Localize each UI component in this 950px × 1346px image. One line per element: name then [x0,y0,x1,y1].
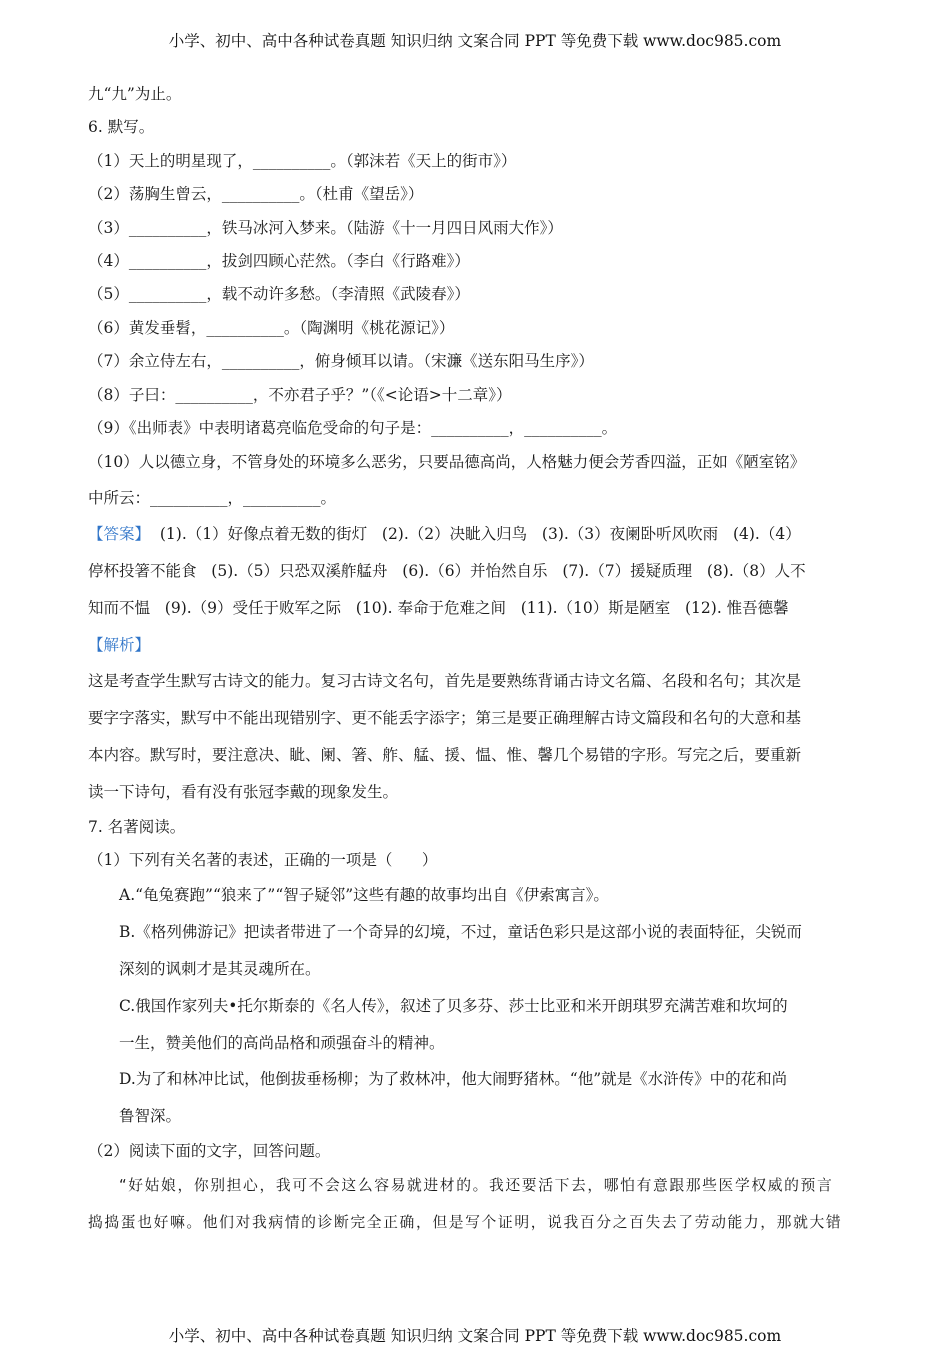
analysis-tag [88,627,864,664]
option-d: D.为了和林冲比试，他倒拔垂杨柳；为了救林冲，他大闹野猪林。“他”就是《水浒传》中的花和尚 [119,1070,788,1089]
question-6-title: 6. 默写。 [88,118,155,137]
option-a: A.“龟兔赛跑”“狼来了”“智子疑邻”这些有趣的故事均出自《伊索寓言》。 [119,886,609,905]
question-6-item-6: （6）黄发垂髫，__________。（陶渊明《桃花源记》） [88,318,455,337]
analysis-line: 这是考查学生默写古诗文的能力。复习古诗文名句，首先是要熟练背诵古诗文名篇、名段和名句；其次是 [88,672,802,691]
question-6-item-2: （2）荡胸生曾云，__________。（杜甫《望岳》） [88,185,424,204]
option-d-cont: 鲁智深。 [119,1107,182,1126]
document-body [88,78,864,1242]
question-6-item-1: （1）天上的明星现了，__________。（郭沫若《天上的街市》） [88,151,517,170]
question-6-item-5: （5）__________，载不动许多愁。（李清照《武陵春》） [88,285,470,304]
answer-text: (1).（1）好像点着无数的街灯 (2).（2）决眦入归鸟 (3).（3）夜阑卧听风吹雨 (4).（4） [150,525,801,544]
question-7-part-1: （1）下列有关名著的表述，正确的一项是（ ） [88,851,438,870]
question-7-part-2: （2）阅读下面的文字，回答问题。 [88,1142,331,1161]
analysis-tag-label: 【解析】 [88,635,151,654]
answer-line [88,516,864,553]
analysis-line: 读一下诗句，看有没有张冠李戴的现象发生。 [88,782,399,801]
question-6-item-3: （3）__________，铁马冰河入梦来。（陆游《十一月四日风雨大作》） [88,218,563,237]
option-c: C.俄国作家列夫•托尔斯泰的《名人传》，叙述了贝多芬、莎士比亚和米开朗琪罗充满苦难和坎坷的 [119,996,788,1015]
analysis-line: 本内容。默写时，要注意决、眦、阑、箸、舴、艋、援、愠、惟、馨几个易错的字形。写完之后，要重新 [88,746,802,765]
question-7-title: 7. 名著阅读。 [88,817,186,836]
reading-passage-line: “好姑娘，你别担心，我可不会这么容易就进材的。我还要活下去，哪怕有意跟那些医学权威的预言 [119,1177,834,1195]
answer-line: 知而不愠 (9).（9）受任于败军之际 (10). 奉命于危难之间 (11).（10）斯是陋室 (12). 惟吾德馨 [88,598,789,617]
question-6-item-9: （9）《出师表》中表明诸葛亮临危受命的句子是：__________，__________。 [88,418,618,437]
question-6-item-10-cont: 中所云：__________，__________。 [88,488,337,507]
question-6-item-10: （10）人以德立身，不管身处的环境多么恶劣，只要品德高尚，人格魅力便会芳香四溢，正如《陋室铭》 [88,453,806,472]
question-6-item-8: （8）子曰：__________，不亦君子乎？”（《<论语>十二章》） [88,385,512,404]
question-6-item-7: （7）余立侍左右，__________，俯身倾耳以请。（宋濂《送东阳马生序》） [88,352,594,371]
page-footer: 小学、初中、高中各种试卷真题 知识归纳 文案合同 PPT 等免费下载 www.doc985.com [168,1327,782,1345]
question-6-item-4: （4）__________，拔剑四顾心茫然。（李白《行路难》） [88,251,470,270]
text-line: 九“九”为止。 [88,85,182,103]
option-b-cont: 深刻的讽刺才是其灵魂所在。 [119,960,321,979]
page-header: 小学、初中、高中各种试卷真题 知识归纳 文案合同 PPT 等免费下载 www.doc985.com [168,32,782,50]
analysis-line: 要字字落实，默写中不能出现错别字、更不能丢字添字；第三是要正确理解古诗文篇段和名句的大意和基 [88,709,802,728]
option-c-cont: 一生，赞美他们的高尚品格和顽强奋斗的精神。 [119,1033,445,1052]
reading-passage-line: 捣捣蛋也好嘛。他们对我病情的诊断完全正确，但是写个证明，说我百分之百失去了劳动能力，那就大错 [88,1214,843,1232]
answer-tag: 【答案】 [88,525,151,544]
answer-line: 停杯投箸不能食 (5).（5）只恐双溪舴艋舟 (6).（6）并怡然自乐 (7).（7）援疑质理 (8).（8）人不 [88,562,806,581]
option-b: B.《格列佛游记》把读者带进了一个奇异的幻境，不过，童话色彩只是这部小说的表面特征，尖锐而 [119,923,802,942]
